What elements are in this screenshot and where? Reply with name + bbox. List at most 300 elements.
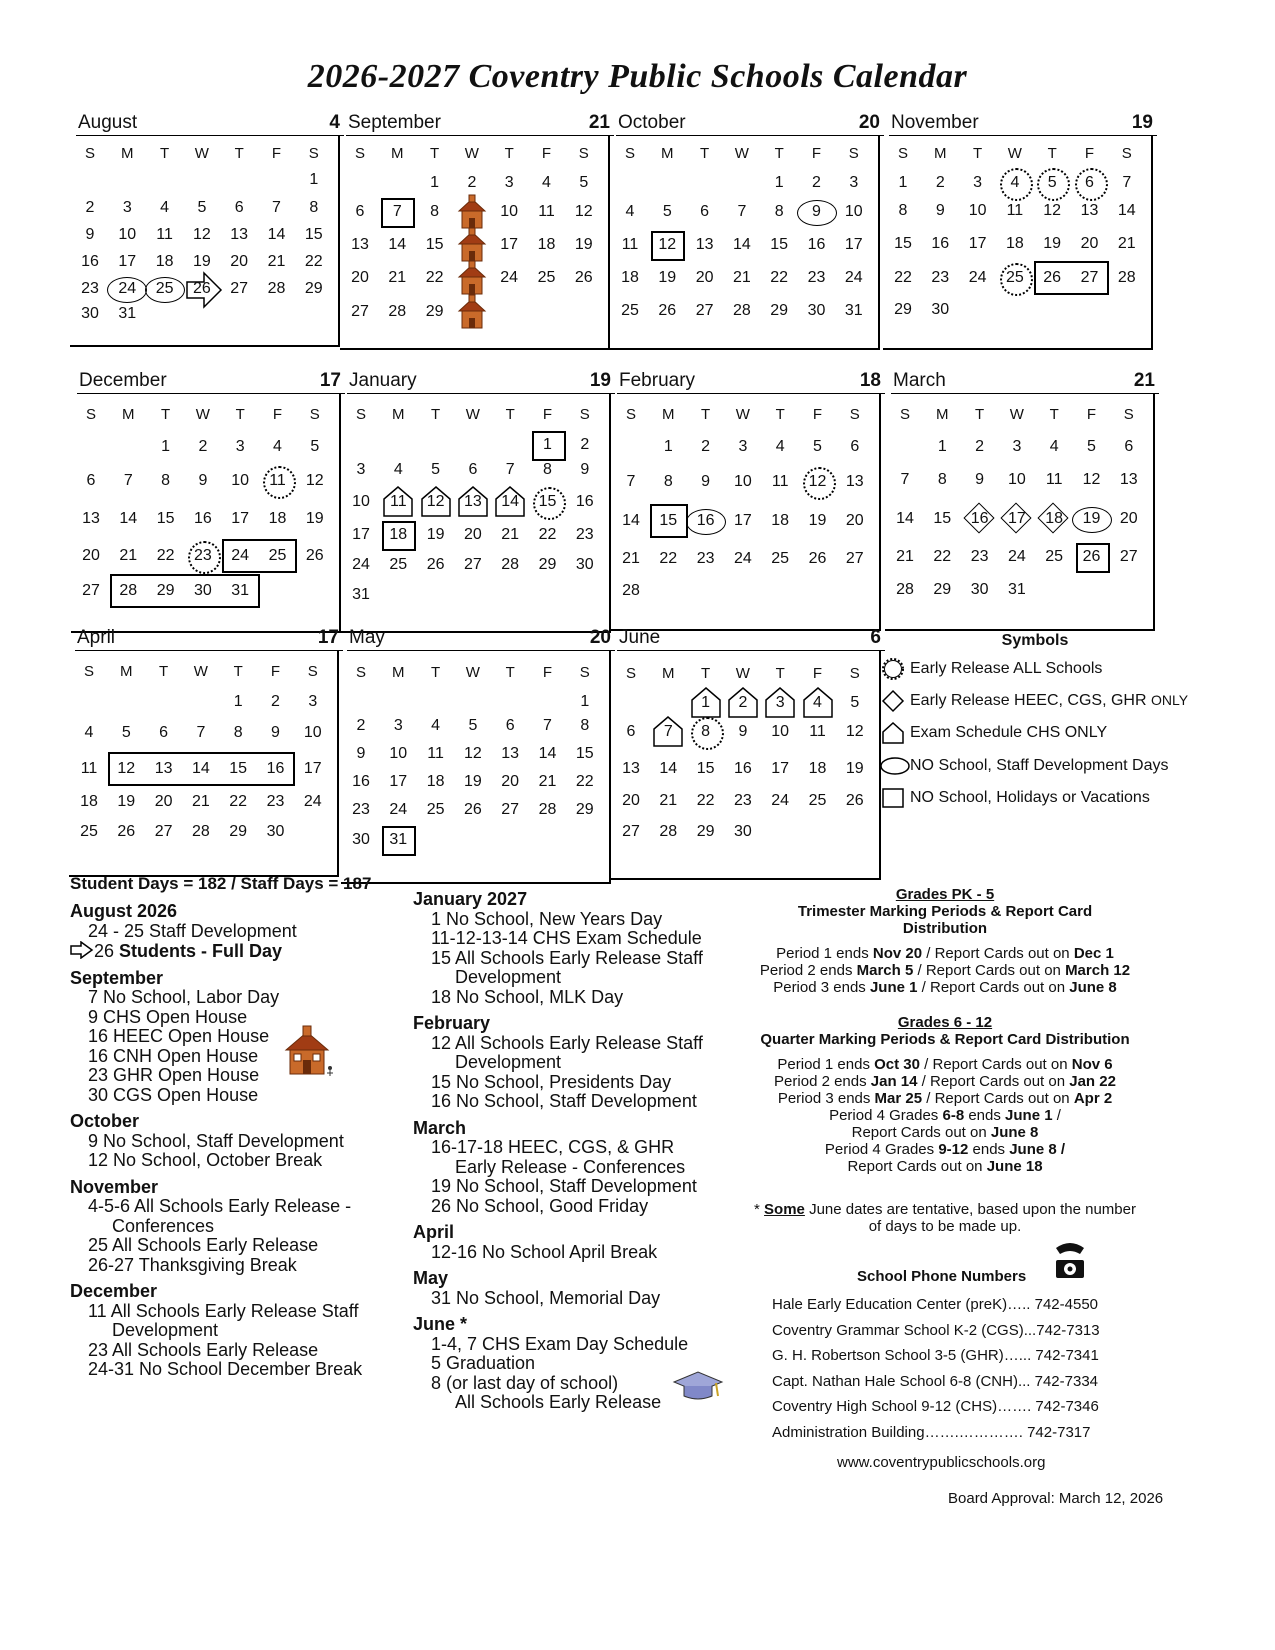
- calendar-day: 12: [192, 226, 211, 243]
- calendar-day: 10: [231, 472, 250, 489]
- event-item: 1-4, 7 CHS Exam Day Schedule: [431, 1333, 689, 1354]
- calendar-day: 22: [696, 792, 715, 809]
- event-month-heading: June *: [413, 1314, 468, 1334]
- event-item: 12 All Schools Early Release Staff: [431, 1032, 703, 1053]
- calendar-day: 19: [305, 510, 324, 527]
- event-item: 16 CNH Open House: [88, 1045, 259, 1066]
- calendar-day: 11: [771, 473, 789, 490]
- calendar-day: 17: [733, 512, 752, 529]
- calendar-day: 19: [426, 526, 445, 543]
- marking-period-row: Period 3 ends June 1 / Report Cards out on June 8: [773, 979, 1117, 996]
- calendar-day: 21: [267, 253, 286, 270]
- calendar-day: 19: [808, 512, 827, 529]
- calendar-day: 1: [430, 174, 440, 191]
- calendar-day: 2: [85, 199, 95, 216]
- calendar-day: 11: [156, 226, 173, 243]
- calendar-day: 3: [393, 717, 403, 734]
- event-item: 4-5-6 All Schools Early Release -: [88, 1196, 352, 1216]
- calendar-day: 6: [234, 199, 244, 216]
- calendar-day: 11: [389, 493, 407, 510]
- weekday-header: T: [430, 144, 440, 162]
- calendar-day: 16: [266, 760, 285, 777]
- calendar-day: 19: [574, 236, 593, 253]
- events-left-column: [70, 902, 362, 1387]
- calendar-day: 10: [1007, 471, 1026, 488]
- weekday-header: S: [309, 405, 320, 423]
- calendar-day: 2: [580, 436, 590, 453]
- event-item: Conferences: [112, 1215, 215, 1236]
- event-month-heading: April: [413, 1222, 455, 1242]
- calendar-day: 25: [1045, 548, 1064, 565]
- calendar-day: 3: [1012, 438, 1022, 455]
- event-item: 16-17-18 HEEC, CGS, & GHR: [431, 1137, 675, 1157]
- calendar-day: 20: [82, 547, 100, 564]
- month-header: [891, 371, 1159, 394]
- calendar-day: 7: [1122, 174, 1132, 191]
- calendar-day: 20: [622, 792, 640, 809]
- month-name: February: [619, 370, 696, 391]
- calendar-day: 8: [898, 202, 908, 219]
- calendar-day: 4: [775, 438, 785, 455]
- weekday-header: W: [464, 144, 479, 162]
- calendar-day: 20: [845, 512, 864, 529]
- calendar-day: 25: [389, 556, 408, 573]
- calendar-day: 21: [191, 793, 210, 810]
- calendar-day: 7: [543, 717, 552, 734]
- calendar-day: 21: [1117, 235, 1136, 252]
- calendar-day: 8: [233, 724, 243, 741]
- month-name: December: [79, 370, 167, 391]
- calendar-day: 23: [185, 542, 221, 570]
- calendar-day: 24: [968, 269, 987, 286]
- month-name: March: [893, 370, 946, 391]
- marking-period-row: Period 2 ends Jan 14 / Report Cards out on Jan 22: [774, 1073, 1116, 1090]
- weekday-header: T: [235, 405, 245, 423]
- month-name: September: [348, 112, 441, 133]
- phone-entry: Hale Early Education Center (preK)….. 742-4550: [772, 1296, 1099, 1313]
- calendar-day: 25: [268, 547, 287, 564]
- weekday-header: F: [542, 405, 553, 423]
- calendar-day: 20: [230, 253, 249, 270]
- month-header: [889, 113, 1157, 136]
- weekday-header: F: [270, 662, 281, 680]
- month-day-count: 21: [588, 112, 610, 133]
- marking-period-row: Report Cards out on June 18: [847, 1158, 1043, 1175]
- weekday-header: S: [355, 405, 366, 423]
- tentative-note: * Some June dates are tentative, based upon the number: [754, 1201, 1136, 1218]
- calendar-day: 4: [1049, 438, 1059, 455]
- calendar-day: 5: [813, 438, 822, 455]
- event-month-heading: March: [413, 1117, 467, 1138]
- weekday-header: T: [975, 405, 985, 423]
- calendar-day: 6: [505, 717, 515, 734]
- calendar-day: 9: [799, 198, 835, 226]
- calendar-day: 15: [575, 745, 594, 762]
- marking-period-row: Period 4 Grades 9-12 ends June 8 /: [824, 1141, 1066, 1158]
- g612-periods: [735, 1056, 1155, 1175]
- marking-period-row: Period 3 ends Mar 25 / Report Cards out on Apr 2: [777, 1090, 1113, 1107]
- calendar-day: 3: [775, 694, 785, 711]
- calendar-day: 20: [695, 269, 714, 286]
- calendar-day: 20: [463, 526, 482, 543]
- month-nov: [889, 113, 1157, 136]
- calendar-day: 8: [774, 203, 784, 220]
- calendar-day: 17: [771, 760, 790, 777]
- calendar-day: 25: [771, 550, 790, 567]
- weekday-header: M: [121, 144, 134, 162]
- calendar-day: 25: [537, 269, 556, 286]
- month-header: [617, 628, 885, 651]
- calendar-day: 18: [380, 521, 416, 549]
- arrow-right-icon: [70, 941, 94, 959]
- weekday-header: T: [701, 664, 711, 682]
- event-month-heading: January 2027: [413, 889, 528, 909]
- month-header: [347, 628, 615, 651]
- calendar-day: 12: [649, 231, 685, 259]
- weekday-header: T: [505, 663, 515, 681]
- calendar-day: 4: [625, 203, 635, 220]
- calendar-day: 15: [530, 488, 566, 516]
- event-month-heading: December: [70, 1281, 158, 1301]
- event-item: 15 All Schools Early Release Staff: [431, 947, 703, 968]
- month-day-count: 19: [589, 370, 611, 391]
- month-oct: [616, 113, 884, 136]
- holiday-range-box: [108, 752, 295, 786]
- weekday-header: T: [159, 662, 169, 680]
- calendar-day: 23: [266, 793, 285, 810]
- calendar-day: 25: [997, 264, 1033, 292]
- calendar-day: 15: [696, 760, 715, 777]
- calendar-day: 21: [622, 550, 640, 567]
- weekday-header: S: [897, 144, 908, 162]
- calendar-day: 3: [122, 199, 132, 216]
- calendar-day: 2: [812, 174, 821, 191]
- calendar-day: 18: [268, 510, 287, 527]
- weekday-header: S: [308, 144, 319, 162]
- event-month-heading: October: [70, 1111, 140, 1131]
- event-item: 26 Students - Full Day: [70, 941, 362, 962]
- calendar-day: 21: [732, 269, 751, 286]
- calendar-day: 18: [537, 236, 556, 253]
- weekday-header: M: [662, 664, 675, 682]
- calendar-day: 18: [80, 793, 98, 810]
- calendar-day: 8: [663, 473, 673, 490]
- event-item: 16 HEEC Open House: [88, 1026, 270, 1046]
- events-middle-column: [413, 890, 703, 1420]
- calendar-day: 2: [738, 694, 748, 711]
- calendar-day: 12: [305, 472, 324, 489]
- calendar-day: 16: [688, 507, 724, 535]
- calendar-day: 2: [935, 174, 945, 191]
- schoolhouse-icon: [282, 1024, 338, 1080]
- weekday-header: W: [195, 405, 210, 423]
- calendar-day: 20: [154, 793, 173, 810]
- weekday-header: T: [700, 144, 710, 162]
- calendar-day: 7: [737, 203, 747, 220]
- event-item: 25 All Schools Early Release: [88, 1235, 319, 1255]
- month-header: [347, 371, 615, 394]
- calendar-day: 13: [351, 236, 369, 253]
- calendar-day: 5: [468, 717, 478, 734]
- calendar-day: 24: [109, 275, 145, 303]
- calendar-day: 31: [118, 305, 137, 322]
- calendar-day: 6: [159, 724, 169, 741]
- event-month-heading: August 2026: [70, 901, 178, 921]
- weekday-header: M: [934, 144, 947, 162]
- calendar-day: 7: [196, 724, 206, 741]
- weekday-header: F: [542, 663, 553, 681]
- calendar-day: 3: [849, 174, 859, 191]
- calendar-day: 9: [935, 202, 945, 219]
- month-feb: [617, 371, 885, 394]
- calendar-day: 3: [308, 693, 318, 710]
- calendar-day: 8: [309, 199, 319, 216]
- event-item: 1 No School, New Years Day: [431, 908, 663, 929]
- month-jun: [617, 628, 885, 651]
- calendar-day: 16: [931, 235, 950, 252]
- weekday-header: F: [1086, 405, 1097, 423]
- event-item: 26 No School, Good Friday: [431, 1195, 649, 1216]
- month-jan: [347, 371, 615, 394]
- calendar-day: 22: [659, 550, 678, 567]
- calendar-day: 2: [975, 438, 985, 455]
- calendar-day: 10: [733, 473, 752, 490]
- marking-period-row: Period 4 Grades 6-8 ends June 1 /: [829, 1107, 1061, 1124]
- weekday-header: F: [811, 144, 822, 162]
- calendar-day: 18: [771, 512, 790, 529]
- calendar-day: 7: [626, 473, 636, 490]
- calendar-day: 15: [659, 512, 678, 529]
- calendar-day: 1: [161, 438, 171, 455]
- event-month-heading: May: [413, 1268, 449, 1288]
- telephone-icon: [1050, 1240, 1090, 1282]
- calendar-day: 8: [430, 203, 440, 220]
- weekday-header: T: [775, 405, 785, 423]
- weekday-header: S: [849, 405, 860, 423]
- calendar-day: 6: [850, 438, 860, 455]
- calendar-day: 19: [192, 253, 211, 270]
- month-day-count: 21: [1133, 370, 1155, 391]
- weekday-header: M: [662, 405, 675, 423]
- month-name: November: [891, 112, 979, 133]
- weekday-header: S: [849, 664, 860, 682]
- calendar-day: 26: [426, 556, 445, 573]
- calendar-day: 18: [808, 760, 827, 777]
- diamond-icon: [880, 688, 910, 714]
- calendar-day: 1: [774, 174, 784, 191]
- calendar-day: 6: [355, 203, 365, 220]
- calendar-day: 16: [575, 493, 594, 510]
- weekday-header: S: [578, 144, 589, 162]
- calendar-day: 27: [230, 280, 249, 297]
- marking-period-row: Period 1 ends Oct 30 / Report Cards out on Nov 6: [777, 1056, 1113, 1073]
- event-item: 16 No School, Staff Development: [431, 1091, 697, 1111]
- calendar-day: 5: [662, 203, 672, 220]
- calendar-day: 23: [733, 792, 752, 809]
- calendar-day: 4: [813, 694, 822, 711]
- marking-period-row: Period 2 ends March 5 / Report Cards out on March 12: [759, 962, 1131, 979]
- weekday-header: T: [774, 144, 784, 162]
- calendar-day: 24: [303, 793, 322, 810]
- calendar-day: 13: [695, 236, 714, 253]
- event-item: Early Release - Conferences: [455, 1156, 686, 1177]
- calendar-day: 19: [463, 773, 482, 790]
- calendar-day: 27: [463, 556, 482, 573]
- calendar-day: 28: [896, 581, 914, 598]
- month-day-count: 17: [317, 627, 339, 648]
- calendar-day: 22: [933, 548, 952, 565]
- calendar-day: 6: [1124, 438, 1134, 455]
- weekday-header: S: [1121, 144, 1132, 162]
- month-sep: [346, 113, 614, 136]
- calendar-day: 5: [121, 724, 131, 741]
- calendar-day: 27: [1119, 548, 1138, 565]
- calendar-day: 27: [695, 302, 714, 319]
- event-item: 26-27 Thanksgiving Break: [88, 1254, 297, 1275]
- pk5-periods: [735, 945, 1155, 996]
- calendar-day: 21: [119, 547, 138, 564]
- calendar-day: 19: [845, 760, 864, 777]
- symbols-title: Symbols: [1001, 632, 1069, 649]
- calendar-day: 27: [622, 823, 640, 840]
- calendar-day: 10: [389, 745, 408, 762]
- calendar-day: 30: [733, 823, 752, 840]
- oval-icon: [880, 753, 910, 779]
- calendar-day: 26: [463, 801, 482, 818]
- weekday-header: M: [120, 662, 133, 680]
- calendar-day: 9: [356, 745, 366, 762]
- calendar-day: 17: [118, 253, 137, 270]
- schoolhouse-icon: [457, 260, 487, 296]
- student-staff-days: Student Days = 182 / Staff Days = 187: [70, 874, 372, 893]
- calendar-day: 28: [538, 801, 557, 818]
- calendar-day: 12: [463, 745, 482, 762]
- calendar-day: 26: [574, 269, 593, 286]
- calendar-day: 18: [426, 773, 445, 790]
- calendar-day: 1: [309, 171, 319, 188]
- calendar-day: 31: [380, 826, 416, 854]
- calendar-day: 12: [574, 203, 593, 220]
- weekday-header: W: [1009, 405, 1024, 423]
- house-pentagon-icon: [880, 720, 910, 746]
- month-name: April: [77, 627, 116, 648]
- calendar-day: 18: [1036, 505, 1072, 533]
- calendar-day: 26: [1074, 543, 1110, 571]
- calendar-day: 23: [352, 801, 370, 818]
- calendar-day: 31: [1007, 581, 1026, 598]
- calendar-day: 26: [1043, 269, 1062, 286]
- calendar-day: 1: [663, 438, 673, 455]
- calendar-day: 16: [193, 510, 212, 527]
- calendar-day: 23: [931, 269, 950, 286]
- calendar-day: 15: [304, 226, 323, 243]
- calendar-day: 6: [1072, 169, 1108, 197]
- month-header: [76, 113, 344, 136]
- calendar-day: 25: [426, 801, 445, 818]
- calendar-day: 22: [156, 547, 175, 564]
- calendar-day: 18: [621, 269, 639, 286]
- calendar-day: 15: [894, 235, 912, 252]
- marking-period-row: Report Cards out on June 8: [851, 1124, 1039, 1141]
- month-header: [346, 113, 614, 136]
- website-link[interactable]: www.coventrypublicschools.org: [837, 1454, 1046, 1471]
- calendar-day: 12: [845, 723, 864, 740]
- calendar-day: 30: [970, 581, 989, 598]
- calendar-day: 24: [231, 547, 250, 564]
- calendar-day: 5: [1034, 169, 1070, 197]
- calendar-day: 3: [738, 438, 748, 455]
- phone-entry: G. H. Robertson School 3-5 (GHR)…... 742-7341: [772, 1347, 1099, 1364]
- calendar-day: 17: [303, 760, 322, 777]
- calendar-day: 3: [235, 438, 245, 455]
- calendar-day: 17: [352, 526, 370, 543]
- weekday-header: T: [1049, 405, 1059, 423]
- weekday-header: S: [848, 144, 859, 162]
- event-item: Development: [455, 1052, 562, 1072]
- calendar-day: 13: [1119, 471, 1138, 488]
- calendar-day: 4: [542, 174, 551, 191]
- event-item: 23 GHR Open House: [88, 1065, 260, 1085]
- calendar-day: 10: [771, 723, 790, 740]
- month-mar: [891, 371, 1159, 394]
- calendar-day: 5: [850, 694, 860, 711]
- calendar-day: 14: [1117, 202, 1136, 219]
- weekday-header: T: [701, 405, 711, 423]
- calendar-day: 20: [501, 773, 520, 790]
- event-item: 15 No School, Presidents Day: [431, 1071, 672, 1092]
- weekday-header: T: [431, 405, 441, 423]
- board-approval: Board Approval: March 12, 2026: [948, 1490, 1164, 1507]
- weekday-header: M: [122, 405, 135, 423]
- weekday-header: W: [465, 405, 480, 423]
- page-title: 2026-2027 Coventry Public Schools Calendar: [307, 58, 968, 95]
- calendar-day: 18: [1005, 235, 1024, 252]
- calendar-day: 13: [501, 745, 520, 762]
- calendar-day: 14: [622, 512, 640, 529]
- month-header: [617, 371, 885, 394]
- event-item: 24 - 25 Staff Development: [88, 920, 297, 941]
- calendar-day: 3: [973, 174, 983, 191]
- calendar-day: 30: [352, 831, 370, 848]
- calendar-day: 29: [425, 303, 444, 320]
- event-month-heading: November: [70, 1176, 159, 1197]
- calendar-day: 7: [663, 723, 673, 740]
- event-item: 30 CGS Open House: [88, 1084, 259, 1105]
- calendar-day: 23: [970, 548, 989, 565]
- legend-exam-schedule: Exam Schedule CHS ONLY: [880, 720, 1107, 746]
- event-item: 18 No School, MLK Day: [431, 986, 624, 1007]
- calendar-day: 24: [1007, 548, 1026, 565]
- calendar-day: 6: [86, 472, 96, 489]
- calendar-day: 11: [260, 467, 296, 495]
- calendar-day: 22: [425, 269, 444, 286]
- calendar-day: 15: [156, 510, 175, 527]
- weekday-header: W: [735, 405, 750, 423]
- calendar-day: 9: [738, 723, 748, 740]
- weekday-header: S: [624, 144, 635, 162]
- calendar-day: 17: [500, 236, 519, 253]
- weekday-header: T: [775, 664, 785, 682]
- calendar-day: 21: [538, 773, 557, 790]
- weekday-header: S: [625, 405, 636, 423]
- calendar-day: 28: [501, 556, 520, 573]
- calendar-day: 21: [659, 792, 678, 809]
- weekday-header: F: [541, 144, 552, 162]
- calendar-day: 24: [771, 792, 790, 809]
- calendar-day: 9: [701, 473, 711, 490]
- calendar-day: 26: [192, 280, 211, 297]
- calendar-day: 14: [501, 493, 520, 510]
